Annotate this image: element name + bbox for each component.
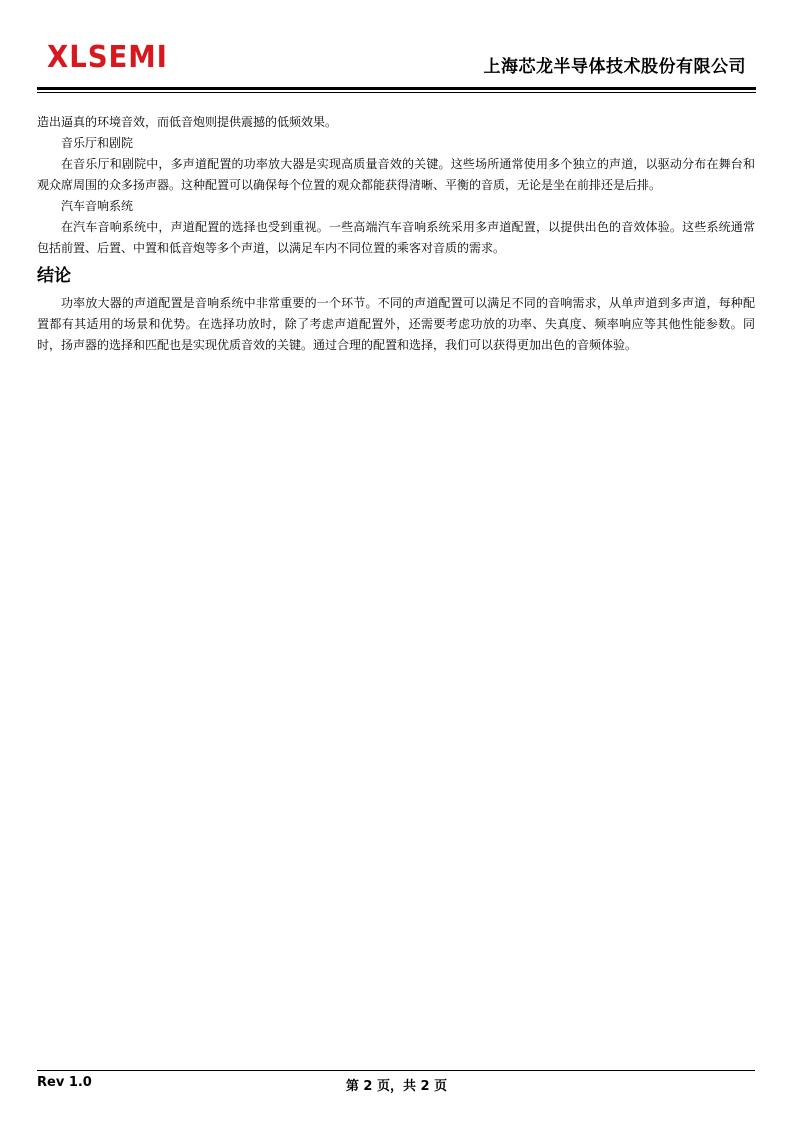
subheading-car-audio: 汽车音响系统: [61, 199, 134, 213]
footer-rule: [37, 1070, 755, 1071]
section-heading-conclusion: 结论: [37, 266, 71, 286]
paragraph-concert-hall: 在音乐厅和剧院中，多声道配置的功率放大器是实现高质量音效的关键。这些场所通常使用多个独立的声道，以驱动分布在舞台和观众席周围的众多扬声器。这种配置可以确保每个位置的观众都能获得清晰、平衡的音质，无论是坐在前排还是后排。: [37, 157, 755, 192]
header-rule-thick: [37, 87, 756, 90]
document-body: [37, 112, 755, 356]
subheading-concert-hall: 音乐厅和剧院: [61, 136, 134, 150]
paragraph-conclusion: 功率放大器的声道配置是音响系统中非常重要的一个环节。不同的声道配置可以满足不同的音响需求，从单声道到多声道，每种配置都有其适用的场景和优势。在选择功放时，除了考虑声道配置外，还需要考虑功放的功率、失真度、频率响应等其他性能参数。同时，扬声器的选择和匹配也是实现优质音效的关键。通过合理的配置和选择，我们可以获得更加出色的音频体验。: [37, 296, 755, 352]
company-name: 上海芯龙半导体技术股份有限公司: [483, 57, 746, 77]
paragraph-continuation: 造出逼真的环境音效，而低音炮则提供震撼的低频效果。: [37, 115, 338, 129]
company-logo: XLSEMI: [47, 40, 168, 75]
paragraph-car-audio: 在汽车音响系统中，声道配置的选择也受到重视。一些高端汽车音响系统采用多声道配置，以提供出色的音效体验。这些系统通常包括前置、后置、中置和低音炮等多个声道，以满足车内不同位置的乘客对音质的需求。: [37, 220, 755, 255]
page-number: 第 2 页，共 2 页: [345, 1079, 448, 1094]
revision-label: Rev 1.0: [37, 1075, 92, 1090]
header-rule-thin: [37, 92, 756, 93]
page-header: [37, 40, 756, 94]
